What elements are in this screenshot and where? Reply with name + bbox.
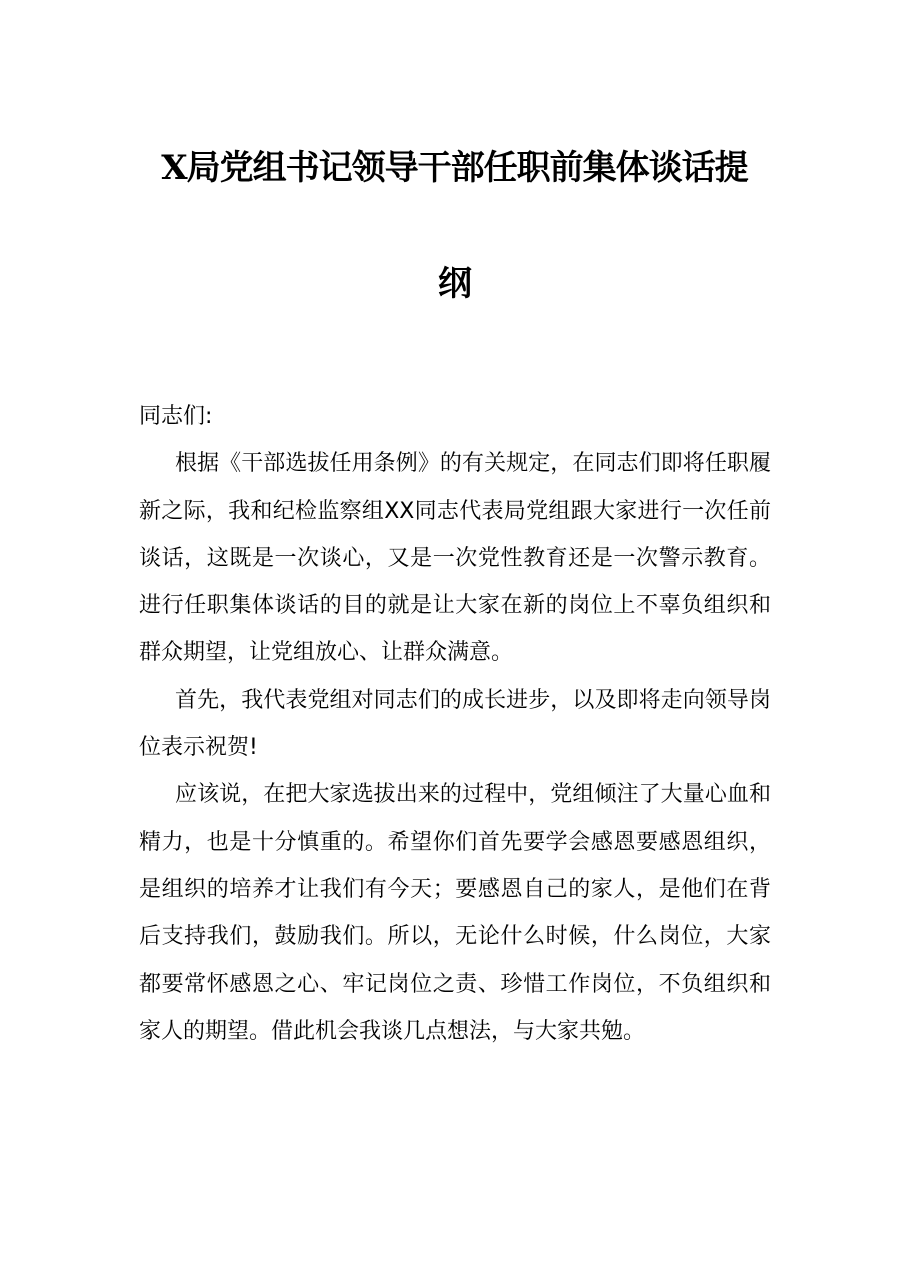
paragraph-2: 首先，我代表党组对同志们的成长进步，以及即将走向领导岗位表示祝贺! (139, 687, 771, 761)
paragraph-1: 根据《干部选拔任用条例》的有关规定，在同志们即将任职履新之际，我和纪检监察组XX同志代表局党组跟大家进行一次任前谈话，这既是一次谈心，又是一次党性教育还是一次警示教育。进行任职集体谈话的目的就是让大家在新的岗位上不辜负组织和群众期望，让党组放心、让群众满意。 (139, 451, 771, 666)
document-title-line-1: X局党组书记领导干部任职前集体谈话提 (161, 148, 748, 188)
document-title-line-2: 纲 (438, 264, 471, 304)
salutation: 同志们: (139, 404, 213, 429)
document-body (139, 393, 771, 1055)
paragraph-3: 应该说，在把大家选拔出来的过程中，党组倾注了大量心血和精力，也是十分慎重的。希望你们首先要学会感恩要感恩组织，是组织的培养才让我们有今天；要感恩自己的家人，是他们在背后支持我们，鼓励我们。所以，无论什么时候，什么岗位，大家都要常怀感恩之心、牢记岗位之责、珍惜工作岗位，不负组织和家人的期望。借此机会我谈几点想法，与大家共勉。 (139, 782, 771, 1044)
